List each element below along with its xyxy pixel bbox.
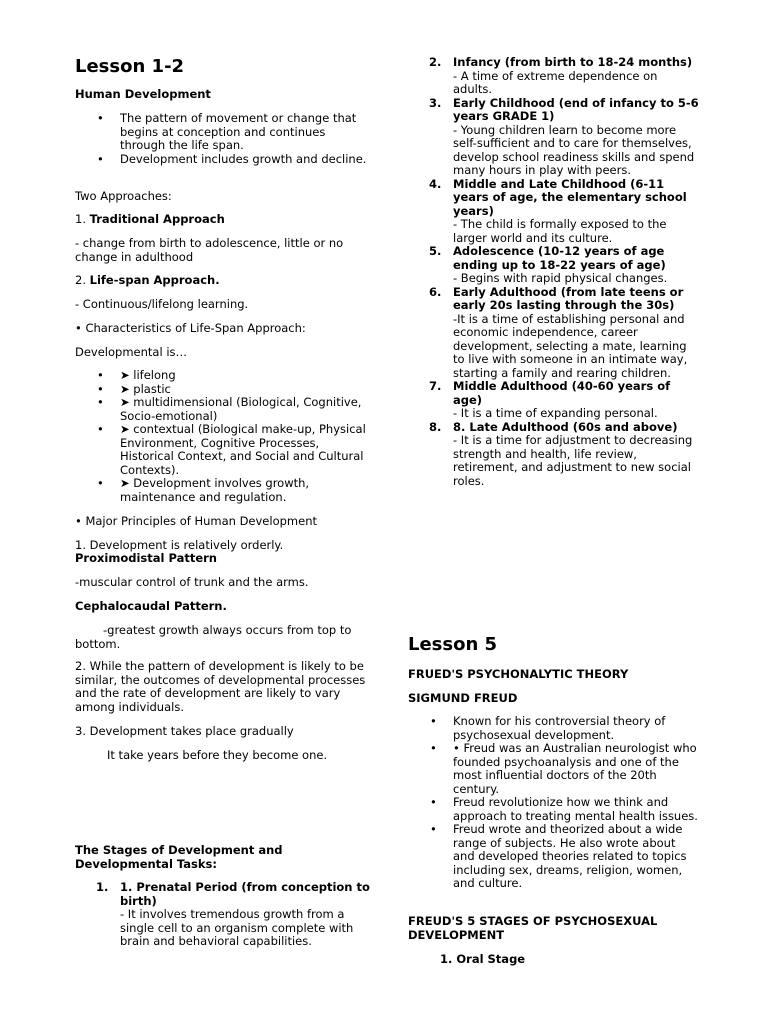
stage-title: Early Adulthood (from late teens or early 20s lasting through the 30s) — [453, 284, 684, 312]
stages-heading: The Stages of Development and Developmental Tasks: — [75, 843, 283, 871]
item-number: 2. — [75, 273, 90, 287]
list-item: • ➤ plastic — [75, 383, 370, 397]
stage-title: 1. Prenatal Period (from conception to birth) — [120, 880, 370, 908]
stage-title: Middle and Late Childhood (6-11 years of age, the elementary school years) — [453, 176, 687, 218]
freud-theory-heading: FRUED'S PSYCHONALYTIC THEORY — [408, 667, 629, 681]
list-item: • Known for his controversial theory of psychosexual development. — [408, 715, 700, 742]
section-heading-human-development: Human Development — [75, 87, 211, 101]
principle-1-text: 1. Development is relatively orderly. — [75, 538, 284, 552]
stage-desc: - It involves tremendous growth from a single cell to an organism complete with brain and behavioral capabilities. — [120, 907, 354, 948]
traditional-approach-label: Traditional Approach — [89, 212, 225, 226]
proximodistal-desc: -muscular control of trunk and the arms. — [75, 575, 309, 589]
cephalocaudal-heading: Cephalocaudal Pattern. — [75, 599, 227, 613]
item-number: 5. — [429, 244, 442, 258]
oral-stage-heading: 1. Oral Stage — [440, 952, 526, 966]
list-item: • ➤ Development involves growth, maintenance and regulation. — [75, 477, 370, 504]
lesson-5-title: Lesson 5 — [408, 634, 498, 655]
list-item: • Freud revolutionize how we think and approach to treating mental health issues. — [408, 796, 700, 823]
list-item: • The pattern of movement or change that begins at conception and continues through the life span. — [75, 112, 370, 153]
item-number: 1. — [96, 880, 109, 894]
principle-3-text: 3. Development takes place gradually — [75, 724, 294, 738]
proximodistal-heading: Proximodistal Pattern — [75, 551, 217, 565]
item-number: 2. — [429, 55, 442, 69]
lifespan-approach-desc: - Continuous/lifelong learning. — [75, 297, 249, 311]
stages-list-left — [75, 881, 370, 949]
stage-title: Early Childhood (end of infancy to 5-6 years GRADE 1) — [453, 95, 699, 123]
stage-desc: - Begins with rapid physical changes. — [453, 271, 668, 285]
stage-title: Infancy (from birth to 18-24 months) — [453, 55, 693, 69]
stage-desc: -It is a time of establishing personal and economic independence, career development, selecting a mate, learning to live with someone in an intimate way, starting a family and rearing children. — [453, 311, 688, 380]
stages-list-right — [408, 56, 700, 488]
lesson-title: Lesson 1-2 — [75, 56, 185, 77]
lifespan-approach-line — [75, 274, 370, 288]
item-number: 6. — [429, 284, 442, 299]
item-number: 1. — [75, 212, 90, 226]
lifespan-approach-label: Life-span Approach. — [89, 273, 220, 287]
characteristics-text: • Characteristics of Life-Span Approach: — [75, 321, 306, 335]
list-item: • Development includes growth and decline. — [75, 153, 370, 167]
freud-bullet-list — [408, 715, 700, 891]
two-approaches-text: Two Approaches: — [75, 189, 172, 203]
list-item: • ➤ contextual (Biological make-up, Physical Environment, Cognitive Processes, Historical Context, and Social and Cultural Contexts). — [75, 423, 370, 477]
stage-title: 8. Late Adulthood (60s and above) — [453, 419, 678, 434]
list-item — [408, 286, 700, 381]
stage-desc: - It is a time of expanding personal. — [453, 406, 658, 420]
item-number: 8. — [429, 419, 442, 434]
developmental-is-text: Developmental is… — [75, 345, 188, 359]
list-item — [408, 421, 700, 489]
item-number: 7. — [429, 379, 442, 393]
traditional-approach-desc: - change from birth to adolescence, little or no change in adulthood — [75, 236, 344, 264]
stage-title: Middle Adulthood (40-60 years of age) — [453, 379, 671, 407]
stage-desc: - Young children learn to become more self-sufficient and to care for themselves, develop school readiness skills and spend many hours in play with peers. — [453, 122, 695, 177]
sigmund-freud-heading: SIGMUND FREUD — [408, 691, 518, 705]
stage-title: Adolescence (10-12 years of age ending up to 18-22 years of age) — [453, 244, 666, 272]
list-item: • ➤ multidimensional (Biological, Cognitive, Socio-emotional) — [75, 396, 370, 423]
stage-desc: - It is a time for adjustment to decreasing strength and health, life review, retirement, and adjustment to new social roles. — [453, 433, 693, 488]
list-item — [408, 380, 700, 421]
stage-desc: - The child is formally exposed to the larger world and its culture. — [453, 217, 667, 245]
list-item: • ➤ lifelong — [75, 369, 370, 383]
list-item: • Freud wrote and theorized about a wide range of subjects. He also wrote about and developed theories related to topics including sex, dreams, religion, women, and culture. — [408, 823, 700, 891]
list-item — [75, 881, 370, 949]
principle-2-text: 2. While the pattern of development is likely to be similar, the outcomes of developmental processes and the rate of development are likely to vary among individuals. — [75, 659, 366, 714]
traditional-approach-line — [75, 213, 370, 227]
developmental-bullet-list — [75, 369, 370, 504]
list-item — [408, 245, 700, 286]
cephalocaudal-desc: -greatest growth always occurs from top to bottom. — [75, 623, 352, 651]
list-item: • • Freud was an Australian neurologist who founded psychoanalysis and one of the most influential doctors of the 20th century. — [408, 742, 700, 796]
list-item — [408, 178, 700, 246]
list-item — [408, 97, 700, 178]
major-principles-text: • Major Principles of Human Development — [75, 514, 317, 528]
item-number: 4. — [429, 176, 442, 191]
stage-desc: - A time of extreme dependence on adults. — [453, 68, 658, 96]
psychosexual-stages-heading: FREUD'S 5 STAGES OF PSYCHOSEXUAL DEVELOPMENT — [408, 914, 658, 942]
item-number: 3. — [429, 95, 442, 110]
principle-3-desc: It take years before they become one. — [107, 748, 328, 762]
list-item — [408, 56, 700, 97]
intro-bullet-list — [75, 112, 370, 166]
